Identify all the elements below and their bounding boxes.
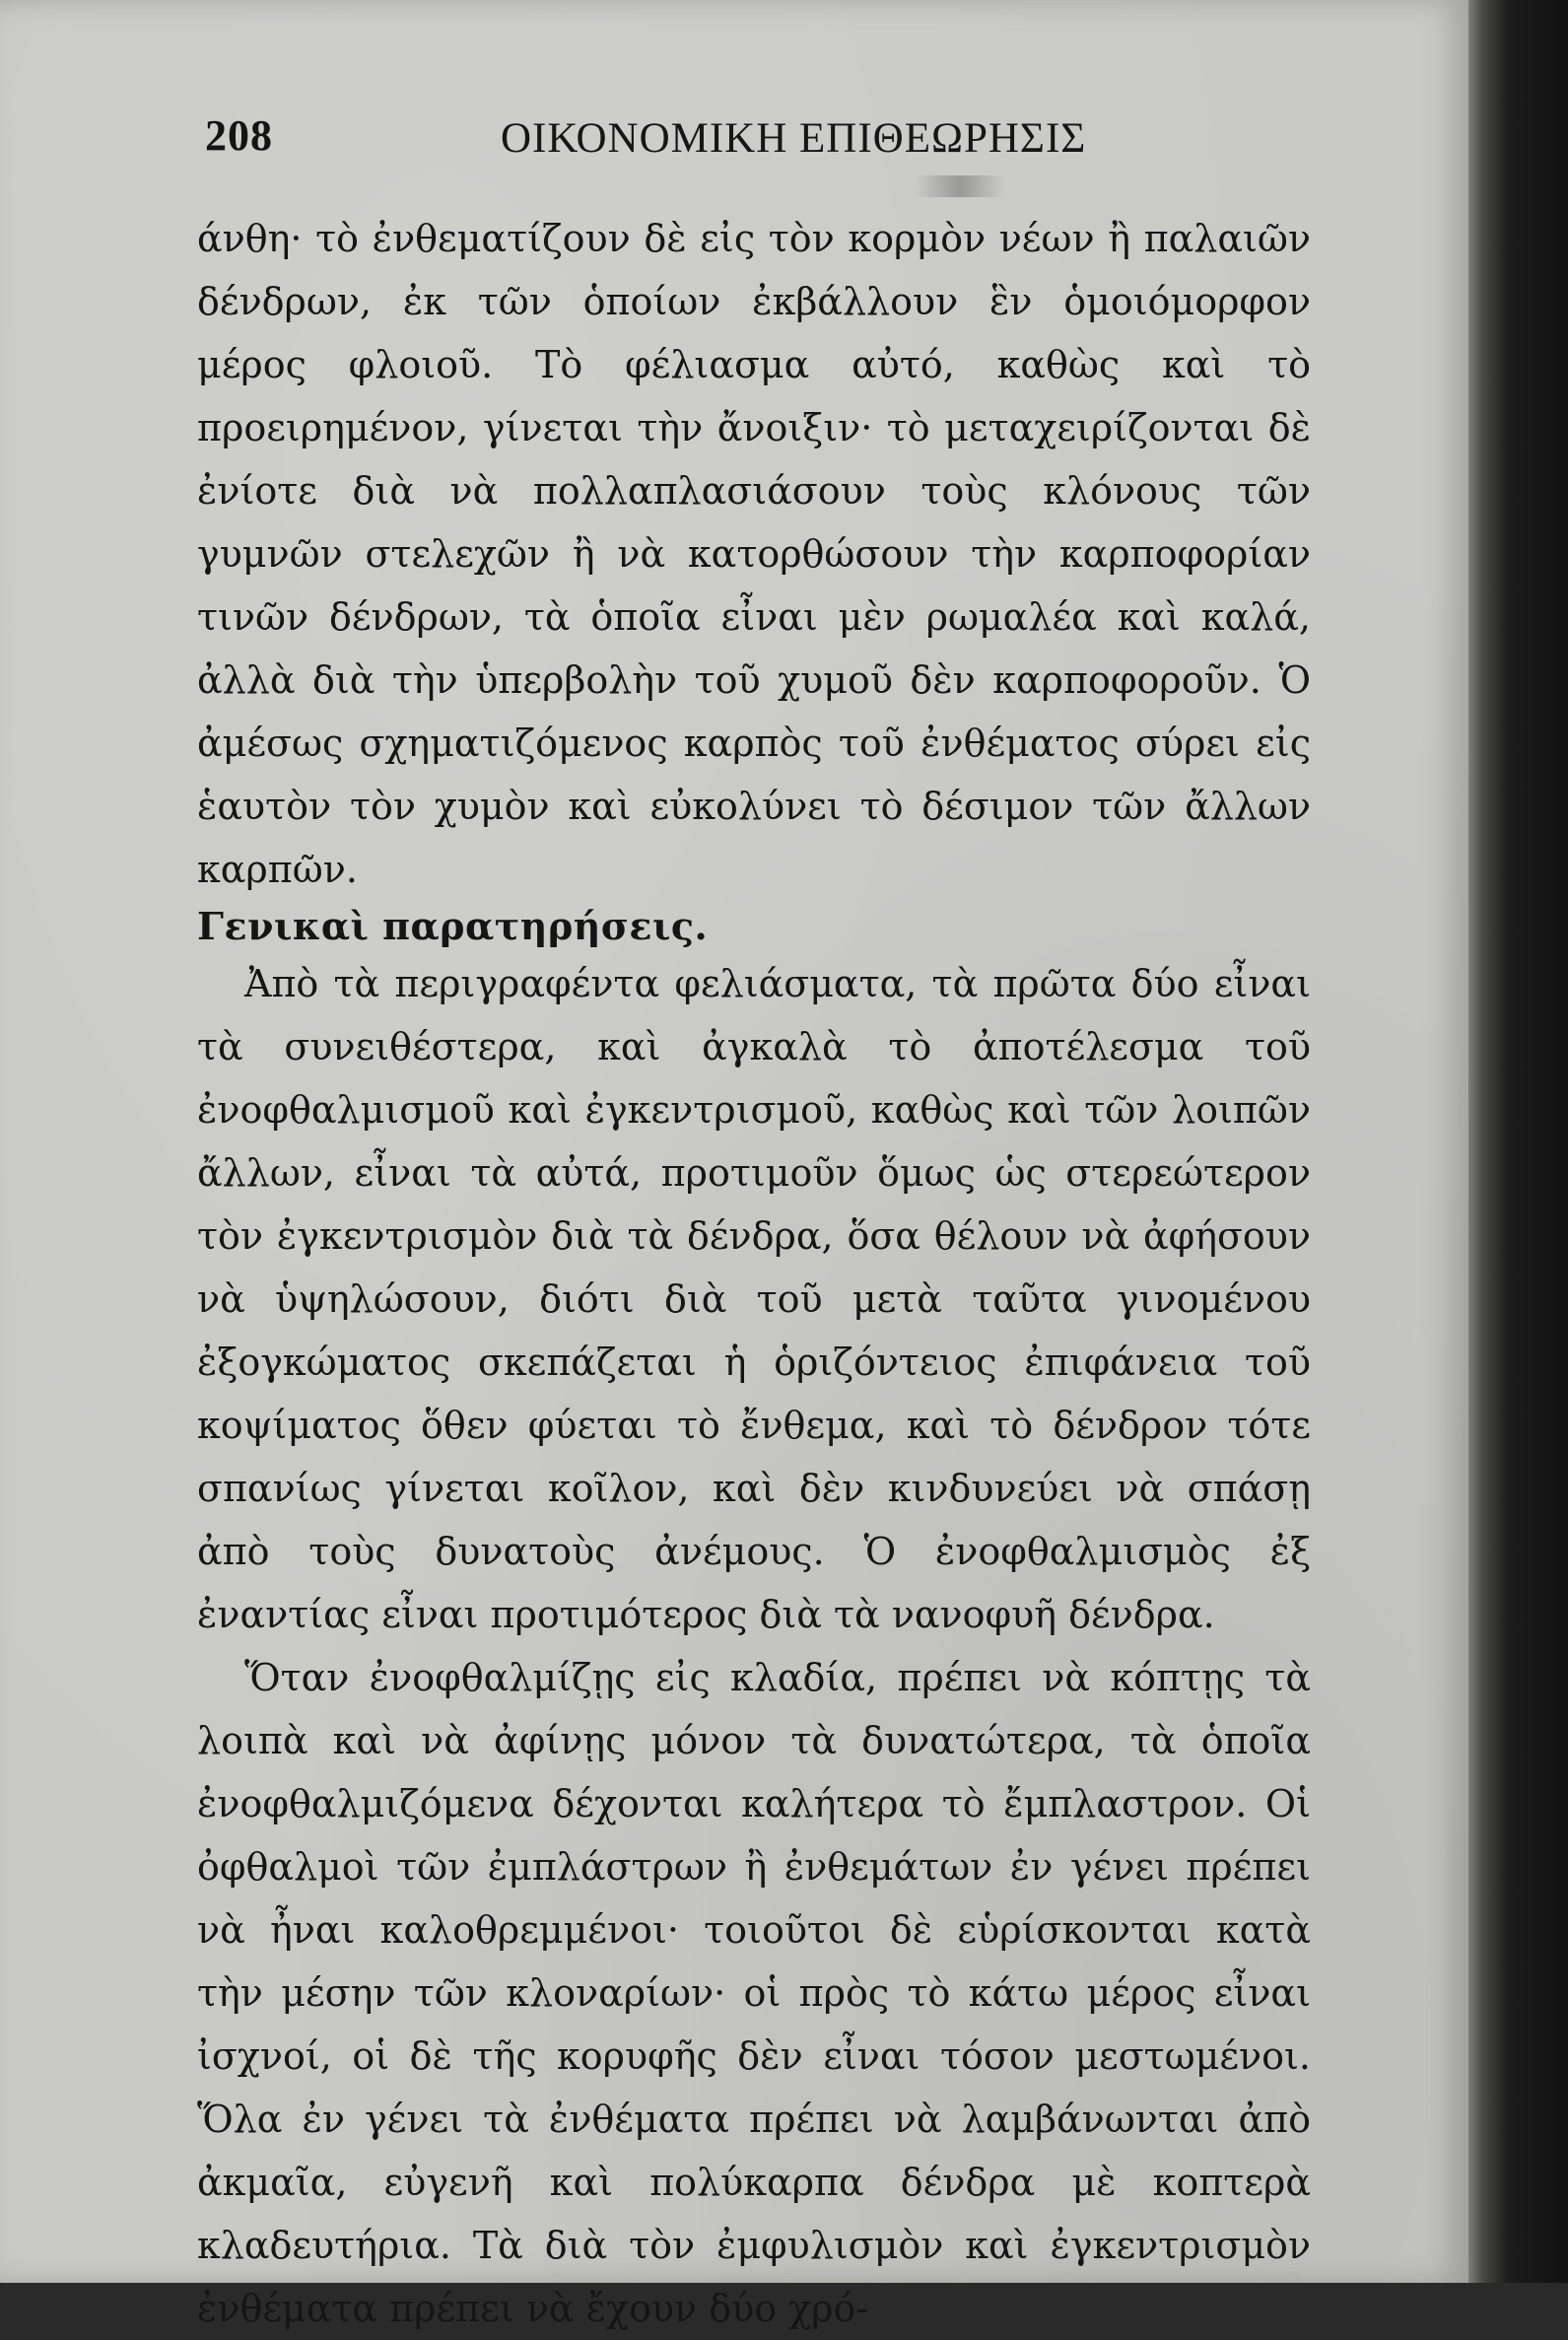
paragraph: Ἀπὸ τὰ περιγραφέντα φελιάσματα, τὰ πρῶτα δύο εἶναι τὰ συνειθέστερα, καὶ ἀγκαλὰ τὸ ἀποτέλεσμα τοῦ ἐνοφθαλμισμοῦ καὶ ἐγκεντρισμοῦ, καθὼς καὶ τῶν λοιπῶν ἄλλων, εἶναι τὰ αὐτά, προτιμοῦν ὅμως ὡς στερεώτερον τὸν ἐγκεντρισμὸν διὰ τὰ δένδρα, ὅσα θέλουν νὰ ἀφήσουν νὰ ὑψηλώσουν, διότι διὰ τοῦ μετὰ ταῦτα γινομένου ἐξογκώματος σκεπάζεται ἡ ὁριζόντειος ἐπιφάνεια τοῦ κοψίματος ὅθεν φύεται τὸ ἔνθεμα, καὶ τὸ δένδρον τότε σπανίως γίνεται κοῖλον, καὶ δὲν κινδυνεύει νὰ σπάσῃ ἀπὸ τοὺς δυνατοὺς ἀνέμους. Ὁ ἐνοφθαλμισμὸς ἐξ ἐναντίας εἶναι προτιμότερος διὰ τὰ νανοφυῆ δένδρα.	[197, 962, 1311, 1636]
section-heading: Γενικαὶ παρατηρήσεις.	[197, 904, 709, 948]
page-header	[205, 110, 1131, 170]
paragraph-continued: άνθη· τὸ ἐνθεματίζουν δὲ εἰς τὸν κορμὸν νέων ἢ παλαιῶν δένδρων, ἐκ τῶν ὁποίων ἐκβάλλουν ἓν ὁμοιόμορφον μέρος φλοιοῦ. Τὸ φέλιασμα αὐτό, καθὼς καὶ τὸ προειρημένον, γίνεται τὴν ἄνοιξιν· τὸ μεταχειρίζονται δὲ ἐνίοτε διὰ νὰ πολλαπλασιάσουν τοὺς κλόνους τῶν γυμνῶν στελεχῶν ἢ νὰ κατορθώσουν τὴν καρποφορίαν τινῶν δένδρων, τὰ ὁποῖα εἶναι μὲν ρωμαλέα καὶ καλά, ἀλλὰ διὰ τὴν ὑπερβολὴν τοῦ χυμοῦ δὲν καρποφοροῦν. Ὁ ἀμέσως σχηματιζόμενος καρπὸς τοῦ ἐνθέματος σύρει εἰς ἑαυτὸν τὸν χυμὸν καὶ εὐκολύνει τὸ δέσιμον τῶν ἄλλων καρπῶν.	[197, 217, 1311, 891]
page-body	[197, 207, 1311, 2340]
running-title: ΟΙΚΟΝΟΜΙΚΗ ΕΠΙΘΕΩΡΗΣΙΣ	[501, 115, 1087, 162]
book-binding-edge	[1468, 0, 1568, 2283]
paragraph: Ὅταν ἐνοφθαλμίζῃς εἰς κλαδία, πρέπει νὰ κόπτῃς τὰ λοιπὰ καὶ νὰ ἀφίνῃς μόνον τὰ δυνατώτερα, τὰ ὁποῖα ἐνοφθαλμιζόμενα δέχονται καλήτερα τὸ ἔμπλαστρον. Οἱ ὀφθαλμοὶ τῶν ἐμπλάστρων ἢ ἐνθεμάτων ἐν γένει πρέπει νὰ ἦναι καλοθρεμμένοι· τοιοῦτοι δὲ εὑρίσκονται κατὰ τὴν μέσην τῶν κλοναρίων· οἱ πρὸς τὸ κάτω μέρος εἶναι ἰσχνοί, οἱ δὲ τῆς κορυφῆς δὲν εἶναι τόσον μεστωμένοι. Ὅλα ἐν γένει τὰ ἐνθέματα πρέπει νὰ λαμβάνωνται ἀπὸ ἀκμαῖα, εὐγενῆ καὶ πολύκαρπα δένδρα μὲ κοπτερὰ κλαδευτήρια. Τὰ διὰ τὸν ἐμφυλισμὸν καὶ ἐγκεντρισμὸν ἐνθέματα πρέπει νὰ ἔχουν δύο χρό-	[197, 1656, 1311, 2330]
page-number: 208	[205, 111, 273, 160]
ink-smudge	[915, 175, 1005, 197]
